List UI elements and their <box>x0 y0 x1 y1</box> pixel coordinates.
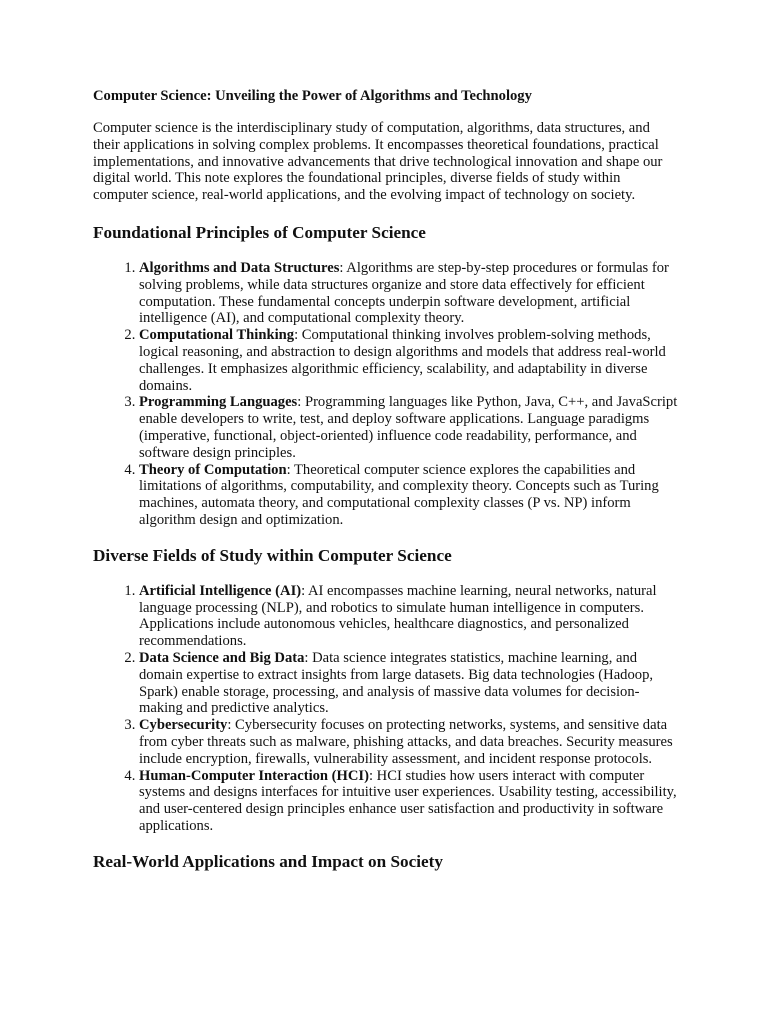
list-item <box>139 462 678 529</box>
section-heading: Diverse Fields of Study within Computer Science <box>93 545 452 565</box>
section-heading: Foundational Principles of Computer Science <box>93 222 426 242</box>
section-diverse-fields <box>93 546 678 835</box>
list-item <box>139 583 678 650</box>
list-item-term: Artificial Intelligence (AI) <box>139 582 302 599</box>
list-item-text: : Algorithms are step-by-step procedures or formulas for solving problems, while data structures organize and store data effectively for efficient computation. These fundamental concepts underpin software development, artificial intelligence (AI), and computational complexity theory. <box>139 259 669 327</box>
section-heading: Real-World Applications and Impact on Society <box>93 851 443 871</box>
intro-paragraph: Computer science is the interdisciplinary study of computation, algorithms, data structures, and their applications in solving complex problems. It encompasses theoretical foundations, practical implementations, and innovative advancements that drive technological innovation and shape our digital world. This note explores the foundational principles, diverse fields of study within computer science, real-world applications, and the evolving impact of technology on society. <box>93 120 663 204</box>
list-item <box>139 768 678 835</box>
list-item <box>139 260 678 327</box>
numbered-list <box>93 260 678 529</box>
list-item-text: : AI encompasses machine learning, neural networks, natural language processing (NLP), and robotics to simulate human intelligence in computers. Applications include autonomous vehicles, healthcare diagnostics, and personalized recommendations. <box>139 582 657 650</box>
list-item-term: Programming Languages <box>139 394 298 411</box>
list-item-text: : Programming languages like Python, Java, C++, and JavaScript enable developers to write, test, and deploy software applications. Language paradigms (imperative, functional, object-oriented) influence code readability, performance, and software design principles. <box>139 394 678 461</box>
list-item <box>139 650 678 717</box>
list-item-term: Computational Thinking <box>139 327 295 344</box>
numbered-list <box>93 583 678 835</box>
section-foundational-principles <box>93 223 678 529</box>
list-item <box>139 394 678 461</box>
section-real-world-applications <box>93 852 678 872</box>
list-item-term: Theory of Computation <box>139 461 287 478</box>
document-title: Computer Science: Unveiling the Power of Algorithms and Technology <box>93 88 532 104</box>
list-item-text: : Data science integrates statistics, machine learning, and domain expertise to extract insights from large datasets. Big data technologies (Hadoop, Spark) enable storage, processing, and analysis of massive data volumes for decision-making and predictive analytics. <box>139 649 654 717</box>
list-item <box>139 717 678 767</box>
list-item-term: Data Science and Big Data <box>139 649 305 666</box>
list-item-text: : Cybersecurity focuses on protecting networks, systems, and sensitive data from cyber threats such as malware, phishing attacks, and data breaches. Security measures include encryption, firewalls, vulnerability assessment, and incident response protocols. <box>139 717 673 767</box>
list-item-text: : HCI studies how users interact with computer systems and designs interfaces for intuitive user experiences. Usability testing, accessibility, and user-centered design principles enhance user satisfaction and productivity in software applications. <box>139 767 677 834</box>
list-item-term: Algorithms and Data Structures <box>139 259 340 276</box>
list-item-term: Human-Computer Interaction (HCI) <box>139 767 369 784</box>
list-item-text: : Theoretical computer science explores the capabilities and limitations of algorithms, computability, and complexity theory. Concepts such as Turing machines, automata theory, and computational complexity classes (P vs. NP) inform algorithm design and optimization. <box>139 461 659 528</box>
list-item-text: : Computational thinking involves problem-solving methods, logical reasoning, and abstraction to design algorithms and models that address real-world challenges. It emphasizes algorithmic efficiency, scalability, and adaptability in diverse domains. <box>139 327 666 394</box>
list-item-term: Cybersecurity <box>139 717 228 734</box>
list-item <box>139 327 678 394</box>
